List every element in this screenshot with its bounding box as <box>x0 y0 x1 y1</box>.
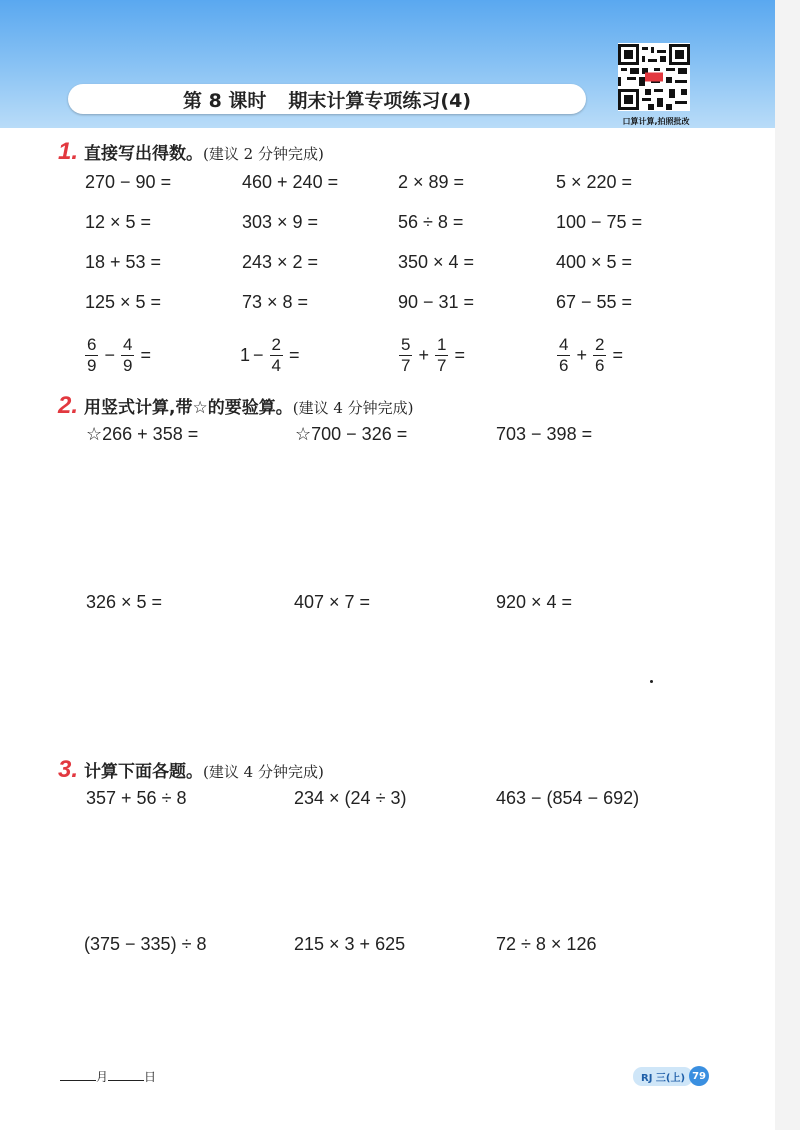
s1-item-2: 460 + 240 = <box>242 172 339 192</box>
numerator: 5 <box>401 335 411 354</box>
fraction <box>85 335 98 376</box>
equals: = <box>612 345 623 365</box>
s2-item-4: 326 × 5 = <box>86 592 163 612</box>
s1-item-7: 56 ÷ 8 = <box>398 212 464 232</box>
section-3-hint: (建议 4 分钟完成) <box>203 763 324 781</box>
section-3-title <box>58 756 324 784</box>
numerator: 4 <box>122 335 133 354</box>
s1-item-5: 12 × 5 = <box>85 212 152 232</box>
numerator: 1 <box>436 335 447 354</box>
s1-item-11: 350 × 4 = <box>398 252 475 272</box>
denominator: 6 <box>594 356 605 375</box>
s2-item-6: 920 × 4 = <box>496 592 573 612</box>
day-label: 日 <box>144 1070 157 1084</box>
s1-item-9: 18 + 53 = <box>85 252 162 272</box>
equals: = <box>454 345 465 365</box>
whole-number: 1 <box>240 345 251 365</box>
s1-item-8: 100 − 75 = <box>556 212 643 232</box>
page-badge <box>633 1066 709 1086</box>
section-2-title <box>58 392 414 420</box>
denominator: 9 <box>87 356 97 375</box>
operator: + <box>418 345 429 365</box>
section-2-heading: 用竖式计算,带☆的要验算。 <box>84 398 293 418</box>
date-field <box>60 1068 156 1085</box>
s3-item-5: 215 × 3 + 625 <box>294 934 406 954</box>
page-number: 79 <box>689 1066 709 1086</box>
stray-dot <box>650 680 653 683</box>
s1-fraction-3 <box>396 335 468 376</box>
s1-item-14: 73 × 8 = <box>242 292 309 312</box>
s1-item-10: 243 × 2 = <box>242 252 319 272</box>
fraction <box>399 335 412 376</box>
day-blank[interactable] <box>108 1080 144 1081</box>
section-2-number: 2. <box>58 392 79 419</box>
qr-caption: 口算计算,拍照批改 <box>622 117 690 126</box>
fraction <box>593 335 606 376</box>
s1-item-6: 303 × 9 = <box>242 212 319 232</box>
denominator: 6 <box>559 356 569 375</box>
operator: − <box>253 345 264 365</box>
section-2-hint: (建议 4 分钟完成) <box>292 399 414 417</box>
operator: − <box>104 345 115 365</box>
lesson-number: 第 8 课时 <box>182 89 267 112</box>
month-blank[interactable] <box>60 1080 96 1081</box>
fraction <box>121 335 134 376</box>
denominator: 7 <box>401 356 411 375</box>
section-1-number: 1. <box>58 138 79 165</box>
fraction <box>270 335 283 376</box>
numerator: 4 <box>559 335 569 354</box>
s3-item-4: (375 − 335) ÷ 8 <box>84 934 207 954</box>
s1-fraction-2 <box>240 335 303 376</box>
section-1-hint: (建议 2 分钟完成) <box>203 145 324 163</box>
s3-item-2: 234 × (24 ÷ 3) <box>294 788 407 808</box>
grade-badge: RJ 三(上) <box>633 1067 693 1086</box>
s1-item-12: 400 × 5 = <box>556 252 633 272</box>
section-1-heading: 直接写出得数。 <box>84 144 204 164</box>
denominator: 9 <box>122 356 133 375</box>
s1-item-16: 67 − 55 = <box>556 292 633 312</box>
s3-item-1: 357 + 56 ÷ 8 <box>86 788 187 808</box>
s1-item-13: 125 × 5 = <box>85 292 162 312</box>
fraction <box>557 335 570 376</box>
numerator: 6 <box>87 335 97 354</box>
s2-item-3: 703 − 398 = <box>496 424 593 444</box>
lesson-title: 期末计算专项练习(4) <box>288 89 472 112</box>
s1-item-4: 5 × 220 = <box>556 172 633 192</box>
qr-code-icon[interactable] <box>618 43 690 111</box>
s1-fraction-1 <box>82 335 154 376</box>
section-1-title <box>58 138 324 166</box>
month-label: 月 <box>96 1070 109 1084</box>
s2-item-1: ☆266 + 358 = <box>86 424 199 444</box>
s2-item-2: ☆700 − 326 = <box>295 424 408 444</box>
section-3-number: 3. <box>58 756 79 783</box>
numerator: 2 <box>594 335 605 354</box>
equals: = <box>289 345 300 365</box>
denominator: 4 <box>271 356 281 375</box>
page-edge <box>775 0 800 1130</box>
numerator: 2 <box>271 335 281 354</box>
s3-item-6: 72 ÷ 8 × 126 <box>496 934 597 954</box>
s1-item-3: 2 × 89 = <box>398 172 465 192</box>
section-3-heading: 计算下面各题。 <box>84 762 204 782</box>
lesson-title-bar <box>68 84 586 114</box>
denominator: 7 <box>436 356 447 375</box>
s3-item-3: 463 − (854 − 692) <box>496 788 640 808</box>
equals: = <box>140 345 151 365</box>
s1-item-1: 270 − 90 = <box>85 172 172 192</box>
fraction <box>435 335 448 376</box>
s1-fraction-4 <box>554 335 626 376</box>
s1-item-15: 90 − 31 = <box>398 292 475 312</box>
operator: + <box>576 345 587 365</box>
s2-item-5: 407 × 7 = <box>294 592 371 612</box>
